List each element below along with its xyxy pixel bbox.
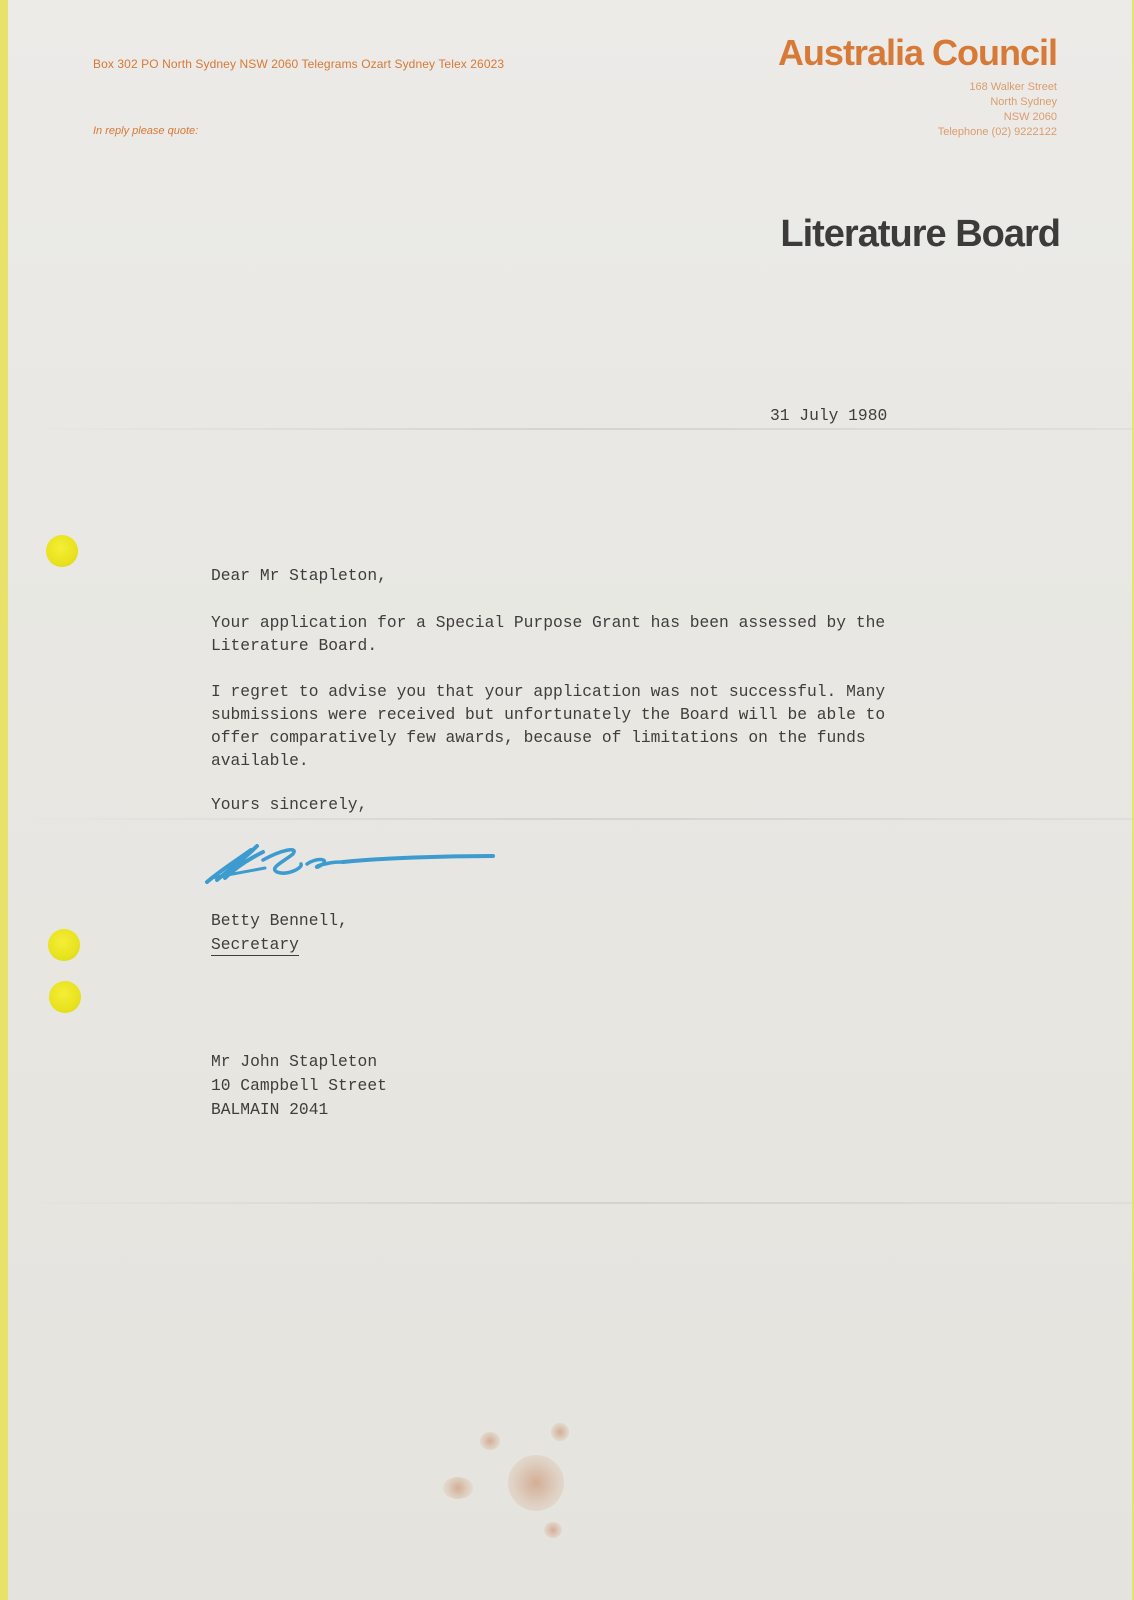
punch-hole (48, 929, 80, 961)
body-line: available. (211, 751, 309, 770)
board-name: Literature Board (780, 213, 1060, 255)
paper-stain (443, 1477, 473, 1499)
reply-quote-label: In reply please quote: (93, 125, 199, 137)
punch-hole (46, 535, 78, 567)
paper-stain (551, 1423, 569, 1441)
letter-date: 31 July 1980 (770, 406, 888, 425)
body-paragraph (211, 680, 885, 772)
punch-hole (49, 981, 81, 1013)
paper-fold (8, 1202, 1132, 1204)
paper-stain (508, 1455, 564, 1511)
paper-stain (544, 1522, 562, 1538)
handwritten-signature (203, 838, 503, 890)
body-paragraph (211, 611, 885, 657)
recipient-line: 10 Campbell Street (211, 1076, 387, 1095)
recipient-line: BALMAIN 2041 (211, 1100, 329, 1119)
paper-fold (8, 818, 1132, 820)
sender-contact-line: Box 302 PO North Sydney NSW 2060 Telegrams Ozart Sydney Telex 26023 (93, 57, 505, 71)
organization-name: Australia Council (777, 32, 1057, 73)
signer-name: Betty Bennell, (211, 911, 348, 930)
body-line: Literature Board. (211, 636, 378, 655)
address-line: Telephone (02) 9222122 (937, 126, 1057, 138)
address-line: 168 Walker Street (969, 81, 1057, 93)
letter-page (8, 0, 1132, 1600)
address-line: NSW 2060 (1003, 111, 1057, 123)
recipient-line: Mr John Stapleton (211, 1052, 378, 1071)
body-line: submissions were received but unfortunately the Board will be able to (211, 705, 886, 724)
paper-stain (480, 1432, 500, 1450)
address-line: North Sydney (990, 96, 1057, 108)
salutation: Dear Mr Stapleton, (211, 566, 387, 585)
closing: Yours sincerely, (211, 795, 368, 814)
signer-title: Secretary (211, 935, 299, 954)
body-line: Your application for a Special Purpose Grant has been assessed by the (211, 613, 886, 632)
body-line: offer comparatively few awards, because of limitations on the funds (211, 728, 866, 747)
organization-address (938, 80, 1057, 140)
paper-fold (8, 428, 1132, 430)
recipient-address (211, 1050, 387, 1122)
body-line: I regret to advise you that your application was not successful. Many (211, 682, 886, 701)
